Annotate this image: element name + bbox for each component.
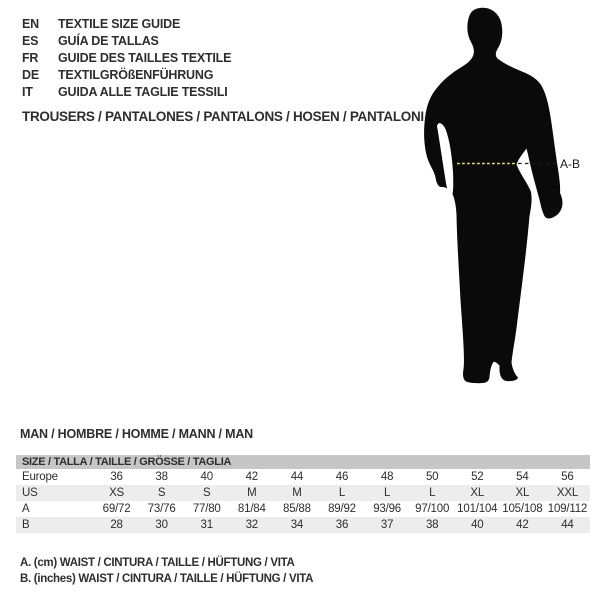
- cell: 109/112: [547, 503, 588, 515]
- cell: 97/100: [415, 503, 450, 515]
- row-label: B: [22, 519, 30, 531]
- row-label: Europe: [22, 471, 58, 483]
- cell: 105/108: [502, 503, 543, 515]
- man-section-title: MAN / HOMBRE / HOMME / MANN / MAN: [20, 427, 253, 441]
- size-table: [16, 455, 590, 533]
- cell: 89/92: [328, 503, 356, 515]
- cell: S: [157, 487, 166, 499]
- cell: 54: [516, 471, 529, 483]
- category-title: TROUSERS / PANTALONES / PANTALONS / HOSEN / PANTALONI: [22, 109, 424, 124]
- language-code: IT: [22, 85, 33, 99]
- table-row-europe: [16, 469, 590, 485]
- cell: L: [429, 487, 436, 499]
- cell: 38: [155, 471, 168, 483]
- language-label: GUÍA DE TALLAS: [58, 34, 159, 48]
- language-row-es: [22, 33, 231, 50]
- cell: 93/96: [373, 503, 401, 515]
- table-row-a-cm: [16, 501, 590, 517]
- man-silhouette: [424, 8, 562, 383]
- cell: 42: [245, 471, 259, 483]
- language-label: GUIDE DES TAILLES TEXTILE: [58, 51, 232, 65]
- table-row-b-inches: [16, 517, 590, 533]
- language-row-fr: [22, 50, 231, 67]
- language-code: DE: [22, 68, 39, 82]
- cell: 40: [471, 519, 484, 531]
- cell: 36: [110, 471, 123, 483]
- cell: 50: [425, 471, 439, 483]
- cell: 77/80: [192, 503, 221, 515]
- cell: 40: [200, 471, 213, 483]
- cell: 101/104: [457, 503, 498, 515]
- cell: 31: [200, 519, 213, 531]
- language-code: EN: [22, 17, 39, 31]
- cell: 34: [290, 519, 304, 531]
- row-label: A: [22, 503, 30, 515]
- size-table-header: SIZE / TALLA / TAILLE / GRÖSSE / TAGLIA: [16, 455, 590, 469]
- cell: 44: [290, 471, 304, 483]
- cell: M: [292, 487, 302, 499]
- cell: 73/76: [147, 503, 176, 515]
- cell: 52: [471, 471, 484, 483]
- language-code: FR: [22, 51, 39, 65]
- footnotes: [20, 556, 313, 587]
- man-silhouette-figure: [400, 0, 600, 400]
- cell: XS: [109, 487, 125, 499]
- cell: 32: [245, 519, 259, 531]
- footnote-b: B. (inches) WAIST / CINTURA / TAILLE / HÜFTUNG / VITA: [20, 572, 314, 585]
- cell: S: [202, 487, 211, 499]
- footnote-a: A. (cm) WAIST / CINTURA / TAILLE / HÜFTUNG / VITA: [20, 557, 295, 569]
- cell: 28: [110, 519, 123, 531]
- cell: 36: [335, 519, 349, 531]
- cell: XXL: [556, 487, 579, 499]
- cell: 46: [335, 471, 349, 483]
- language-row-en: [22, 16, 231, 33]
- measure-label: A-B: [560, 157, 581, 171]
- cell: 38: [425, 519, 439, 531]
- cell: 48: [380, 471, 394, 483]
- language-label: TEXTILE SIZE GUIDE: [58, 17, 181, 31]
- row-label: US: [22, 487, 38, 499]
- cell: L: [383, 487, 391, 499]
- cell: 44: [561, 519, 574, 531]
- cell: XL: [470, 487, 485, 499]
- language-code: ES: [22, 34, 39, 48]
- language-row-it: [22, 84, 231, 101]
- cell: 69/72: [102, 503, 131, 515]
- cell: 37: [380, 519, 394, 531]
- cell: 85/88: [283, 503, 311, 515]
- cell: M: [247, 487, 257, 499]
- cell: 30: [155, 519, 168, 531]
- cell: 81/84: [237, 503, 266, 515]
- cell: L: [338, 487, 346, 499]
- language-label: GUIDA ALLE TAGLIE TESSILI: [58, 85, 228, 99]
- cell: 56: [561, 471, 574, 483]
- language-label: TEXTILGRÖßENFÜHRUNG: [58, 68, 214, 82]
- language-row-de: [22, 67, 231, 84]
- cell: 42: [516, 519, 529, 531]
- table-row-us: [16, 485, 590, 501]
- language-list: [22, 16, 231, 101]
- cell: XL: [515, 487, 530, 499]
